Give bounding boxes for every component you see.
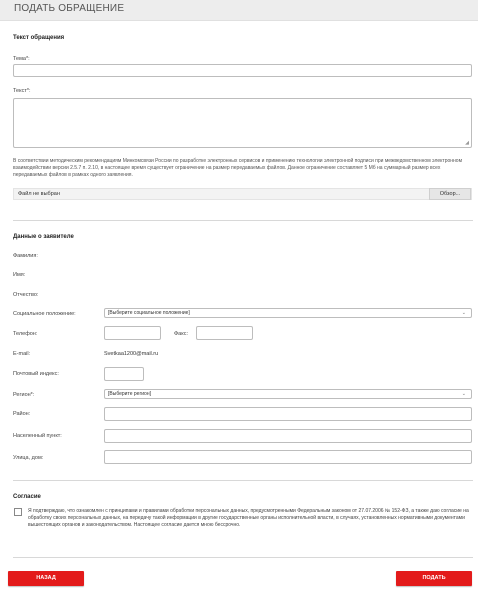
fax-label: Факс: [174,331,188,337]
text-label: Текст*: [13,88,31,94]
fax-input[interactable] [196,326,253,340]
consent-text: Я подтверждаю, что ознакомлен с принципами и правилами обработки персональных данных, предусмотренными Федеральным законом от 27.07.2006 № 152-ФЗ, а также даю согласие на обработку своих персональных данных, на передачу такой информации в другие государственные органы исполнительной власти, в случаях, установленных нормативными документами вышестоящих органов и законодательством. Настоящее согласие дается мною бессрочно. [28,508,469,528]
phone-label: Телефон: [13,331,38,337]
page-title: ПОДАТЬ ОБРАЩЕНИЕ [14,3,125,14]
page-header [0,0,478,21]
surname-label: Фамилия: [13,253,38,259]
email-value: Svetkaa1200@mail.ru [104,351,159,357]
street-label: Улица, дом: [13,455,44,461]
social-status-value: [Выберите социальное положение] [108,310,190,316]
patronymic-label: Отчество: [13,292,39,298]
consent-checkbox[interactable] [14,508,22,516]
appeal-section-title: Текст обращения [13,35,65,41]
postal-code-input[interactable] [104,367,144,381]
back-button[interactable]: НАЗАД [8,571,84,586]
district-label: Район: [13,411,31,417]
browse-button[interactable]: Обзор... [429,188,471,200]
divider [13,480,473,481]
phone-input[interactable] [104,326,161,340]
region-label: Регион*: [13,392,35,398]
file-size-note: В соответствии методическим рекомендациям Минкомсвязи России по разработке электронных сервисов и применению технологии электронной подписи при межведомственном электронном взаимодействии версии 2.5.7 п. 2.10, в настоящее время существует ограничение на размер передаваемых файлов. Данное ограничение составляет 5 Мб на суммарный размер всех передаваемых файлов в рамках одного заявления. [13,158,463,178]
subject-label: Тема*: [13,56,30,62]
locality-input[interactable] [104,429,472,443]
applicant-section-title: Данные о заявителе [13,234,74,240]
postal-code-label: Почтовый индекс: [13,371,59,377]
chevron-down-icon: ⌄ [461,391,466,397]
social-status-select[interactable] [104,308,472,318]
locality-label: Населенный пункт: [13,433,62,439]
consent-section-title: Согласие [13,494,41,500]
subject-input[interactable] [13,64,472,77]
street-input[interactable] [104,450,472,464]
chevron-down-icon: ⌄ [461,310,466,316]
district-input[interactable] [104,407,472,421]
region-select[interactable] [104,389,472,399]
divider [13,557,473,558]
social-status-label: Социальное положение: [13,311,76,317]
resize-handle-icon[interactable]: ◢ [465,140,469,146]
divider [13,220,473,221]
name-label: Имя: [13,272,26,278]
region-value: [Выберите регион] [108,391,151,397]
file-upload-bar [13,188,472,200]
text-area[interactable] [13,98,472,148]
file-status-label: Файл не выбран [18,191,60,197]
submit-button[interactable]: ПОДАТЬ [396,571,472,586]
email-label: E-mail: [13,351,31,357]
